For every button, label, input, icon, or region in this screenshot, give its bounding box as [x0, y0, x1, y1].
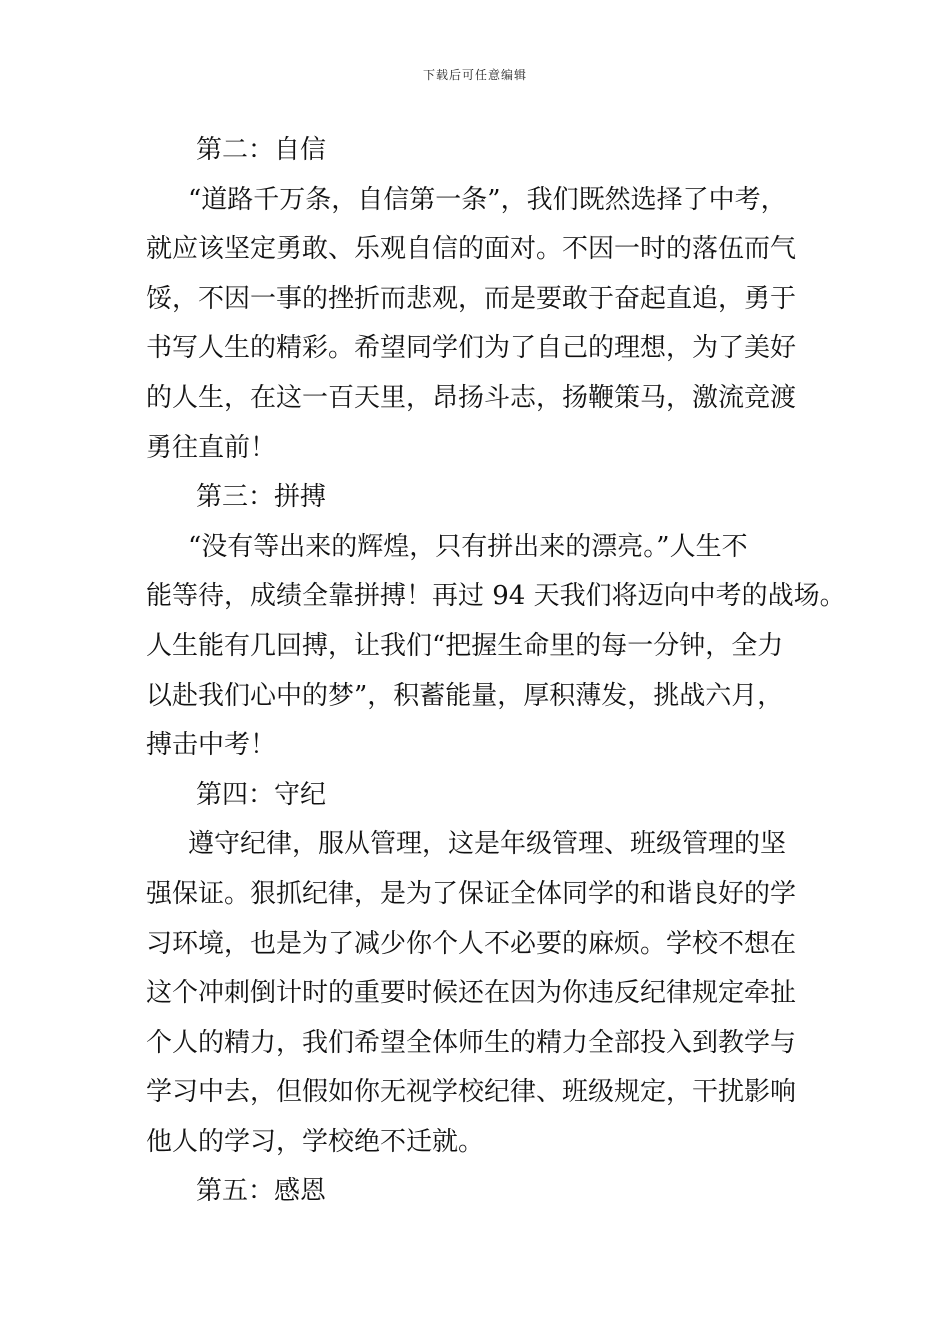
paragraph-line: 勇往直前！ — [146, 432, 277, 463]
paragraph-line: 能等待，成绩全靠拼搏！再过 94 天我们将迈向中考的战场。 — [146, 581, 846, 612]
paragraph-line: 搏击中考！ — [146, 730, 277, 761]
paragraph-line: 就应该坚定勇敢、乐观自信的面对。不因一时的落伍而气 — [146, 234, 797, 265]
paragraph-line: 个人的精力，我们希望全体师生的精力全部投入到教学与 — [146, 1027, 797, 1058]
page-header: 下载后可任意编辑 — [422, 68, 527, 82]
section-heading: 第五：感恩 — [196, 1176, 327, 1207]
paragraph-line: “道路千万条，自信第一条”，我们既然选择了中考， — [188, 184, 787, 215]
paragraph-line: 馁，不因一事的挫折而悲观，而是要敢于奋起直追，勇于 — [146, 283, 797, 314]
paragraph-line: “没有等出来的辉煌，只有拼出来的漂亮。”人生不 — [188, 531, 748, 562]
paragraph-line: 书写人生的精彩。希望同学们为了自己的理想，为了美好 — [146, 333, 797, 364]
paragraph-line: 遵守纪律，服从管理，这是年级管理、班级管理的坚 — [188, 829, 787, 860]
section-heading: 第二：自信 — [196, 135, 327, 165]
paragraph-line: 的人生，在这一百天里，昂扬斗志，扬鞭策马，激流竞渡 — [146, 382, 797, 413]
paragraph-line: 习环境，也是为了减少你个人不必要的麻烦。学校不想在 — [146, 928, 797, 959]
paragraph-line: 以赴我们心中的梦”，积蓄能量，厚积薄发，挑战六月， — [146, 680, 784, 711]
section-heading: 第三：拼搏 — [196, 482, 327, 513]
paragraph-line: 这个冲刺倒计时的重要时候还在因为你违反纪律规定牵扯 — [146, 978, 797, 1009]
paragraph-line: 他人的学习，学校绝不迁就。 — [146, 1126, 485, 1157]
section-heading: 第四：守纪 — [196, 779, 327, 810]
paragraph-line: 人生能有几回搏，让我们“把握生命里的每一分钟，全力 — [146, 630, 784, 661]
document-body — [146, 126, 846, 1217]
paragraph-line: 学习中去，但假如你无视学校纪律、班级规定，干扰影响 — [146, 1077, 797, 1108]
paragraph-line: 强保证。狠抓纪律，是为了保证全体同学的和谐良好的学 — [146, 878, 797, 909]
